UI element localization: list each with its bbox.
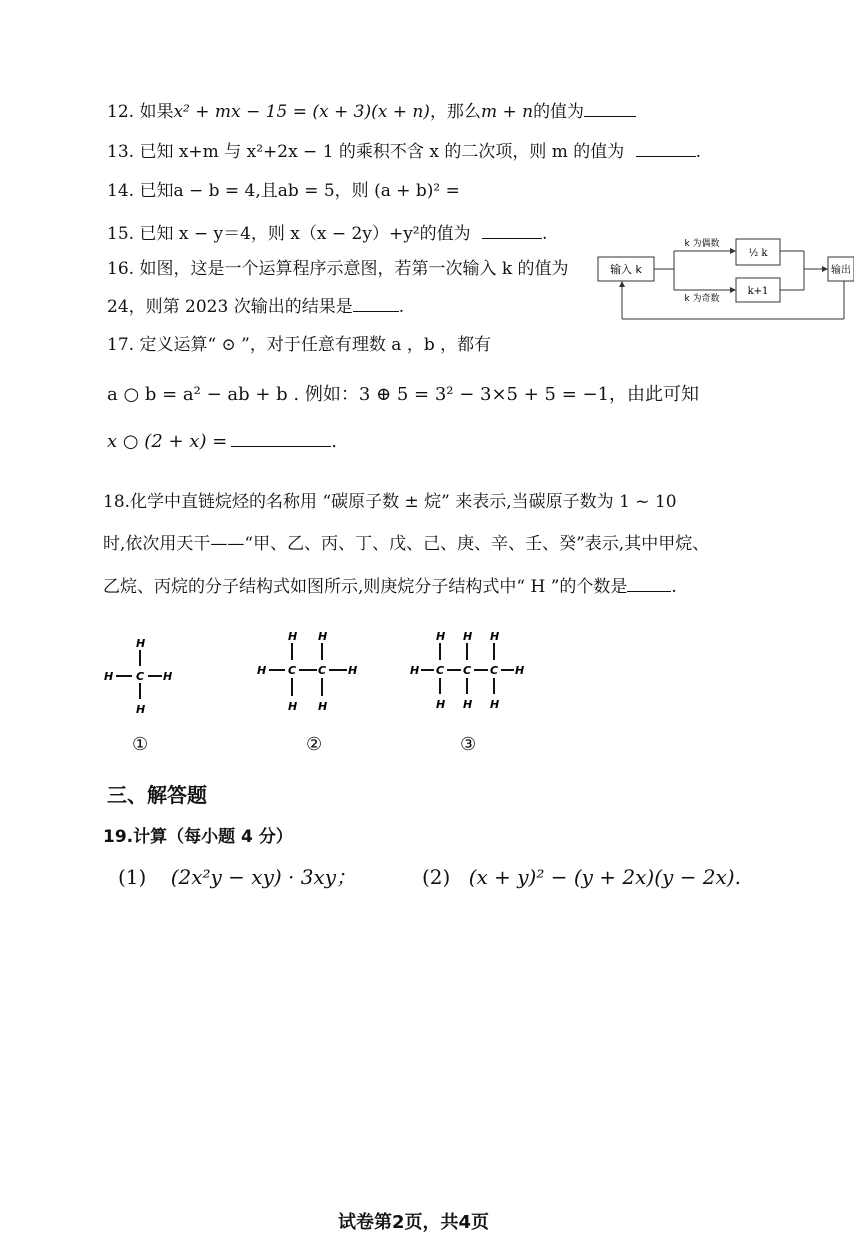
question-12 <box>107 100 636 123</box>
ethane-structure <box>255 628 365 718</box>
svg-text:H: H <box>318 700 328 713</box>
svg-text:H: H <box>436 698 446 711</box>
svg-text:H: H <box>318 630 328 643</box>
question-19-part-1 <box>118 864 356 890</box>
q19-part-2-expression: (x + y)² − (y + 2x)(y − 2x). <box>468 865 741 889</box>
question-19-title <box>103 826 293 848</box>
methane-svg <box>100 636 180 716</box>
odd-label: k 为奇数 <box>684 294 720 304</box>
svg-text:C: C <box>288 664 297 677</box>
question-19-part-2 <box>422 864 741 890</box>
page-footer: 试卷第2页，共4页 <box>338 1212 490 1233</box>
q12-text-a: 12. 如果 <box>107 102 174 122</box>
label-molecule-1: ① <box>132 734 149 755</box>
input-label: 输入 k <box>610 263 642 276</box>
svg-text:H: H <box>288 630 298 643</box>
svg-text:H: H <box>348 664 358 677</box>
svg-text:H: H <box>463 698 473 711</box>
q18-text-3: 乙烷、丙烷的分子结构式如图所示,则庚烷分子结构式中“ H ”的个数是 <box>103 577 628 597</box>
output-label: 输出 <box>831 265 851 276</box>
section-3-title: 三、解答题 <box>107 783 207 807</box>
q15-text: 15. 已知 x − y＝4，则 x（x − 2y）+y²的值为 <box>107 224 471 244</box>
label-molecule-2: ② <box>306 734 323 755</box>
q12-answer-blank <box>584 100 636 117</box>
even-label: k 为偶数 <box>684 239 720 249</box>
question-18-line-3: 乙烷、丙烷的分子结构式如图所示,则庚烷分子结构式中“ H ”的个数是 . <box>103 577 677 597</box>
q12-text-c: 的值为 <box>533 102 585 122</box>
q17-text-1: 17. 定义运算“ ⊙ ”，对于任意有理数 a ，b ，都有 <box>107 335 492 355</box>
svg-text:C: C <box>436 664 445 677</box>
methane-structure <box>100 636 180 720</box>
svg-text:H: H <box>163 670 173 683</box>
q16-text-1: 16. 如图，这是一个运算程序示意图，若第一次输入 k 的值为 <box>107 259 569 279</box>
svg-text:C: C <box>318 664 327 677</box>
q18-answer-blank <box>627 575 671 592</box>
svg-text:H: H <box>490 698 500 711</box>
question-17-line-1 <box>107 334 491 356</box>
q18-text-1: 18.化学中直链烷烃的名称用 “碳原子数 ± 烷” 来表示,当碳原子数为 1 ~ 10 <box>103 492 677 512</box>
svg-text:H: H <box>257 664 267 677</box>
svg-text:H: H <box>436 630 446 643</box>
question-18-line-2 <box>103 533 709 555</box>
svg-text:H: H <box>515 664 525 677</box>
half-label: ½ k <box>748 248 768 259</box>
plus-one-label: k+1 <box>747 286 769 297</box>
svg-text:H: H <box>410 664 420 677</box>
ethane-svg <box>255 628 365 714</box>
q19-part-2-label: (2) <box>422 865 451 889</box>
label-molecule-3: ③ <box>460 734 477 755</box>
question-15: 15. 已知 x − y＝4，则 x（x − 2y）+y²的值为 . <box>107 224 548 244</box>
q12-mn: m + n <box>480 102 534 122</box>
svg-text:H: H <box>136 637 146 650</box>
question-13: 13. 已知 x+m 与 x²+2x − 1 的乘积不含 x 的二次项，则 m 的值为 . <box>107 142 702 162</box>
svg-text:C: C <box>490 664 499 677</box>
question-17-line-3: x ○ (2 + x) = . <box>107 431 338 452</box>
q16-text-2: 24，则第 2023 次输出的结果是 <box>107 297 353 317</box>
question-16-line-2: 24，则第 2023 次输出的结果是 . <box>107 297 405 317</box>
svg-text:H: H <box>104 670 114 683</box>
propane-svg <box>408 628 538 714</box>
q18-text-2: 时,依次用天干——“甲、乙、丙、丁、戊、己、庚、辛、壬、癸”表示,其中甲烷、 <box>103 534 710 554</box>
q12-text-b: ，那么 <box>429 102 481 122</box>
q17-text-3: x ○ (2 + x) = <box>107 431 228 452</box>
svg-text:H: H <box>136 703 146 716</box>
section-3-heading <box>107 784 207 806</box>
q13-answer-blank <box>636 140 696 157</box>
svg-text:C: C <box>463 664 472 677</box>
q13-text: 13. 已知 x+m 与 x²+2x − 1 的乘积不含 x 的二次项，则 m 的值为 <box>107 142 625 162</box>
svg-text:C: C <box>136 670 145 683</box>
q19-part-1-label: (1) <box>118 865 147 889</box>
q15-answer-blank <box>482 222 542 239</box>
question-16-line-1 <box>107 258 569 280</box>
q19-part-1-expression: (2x²y − xy) · 3xy； <box>170 865 357 889</box>
question-14 <box>107 180 460 202</box>
svg-text:H: H <box>463 630 473 643</box>
q14-text: 14. 已知a − b = 4,且ab = 5，则 (a + b)² = <box>107 181 460 201</box>
q16-answer-blank <box>353 295 399 312</box>
flowchart-diagram <box>596 235 854 321</box>
q19-title: 19.计算（每小题 4 分） <box>103 827 293 847</box>
question-18-line-1 <box>103 491 677 513</box>
svg-text:H: H <box>490 630 500 643</box>
q17-answer-blank <box>231 430 331 447</box>
q17-text-2: a ○ b = a² − ab + b . 例如：3 ⊕ 5 = 3² − 3×5 + 5 = −1，由此可知 <box>107 384 700 405</box>
question-17-line-2 <box>107 384 699 406</box>
program-flowchart <box>596 235 854 321</box>
propane-structure <box>408 628 538 718</box>
svg-text:H: H <box>288 700 298 713</box>
q12-equation: x² + mx − 15 = (x + 3)(x + n) <box>173 102 430 122</box>
